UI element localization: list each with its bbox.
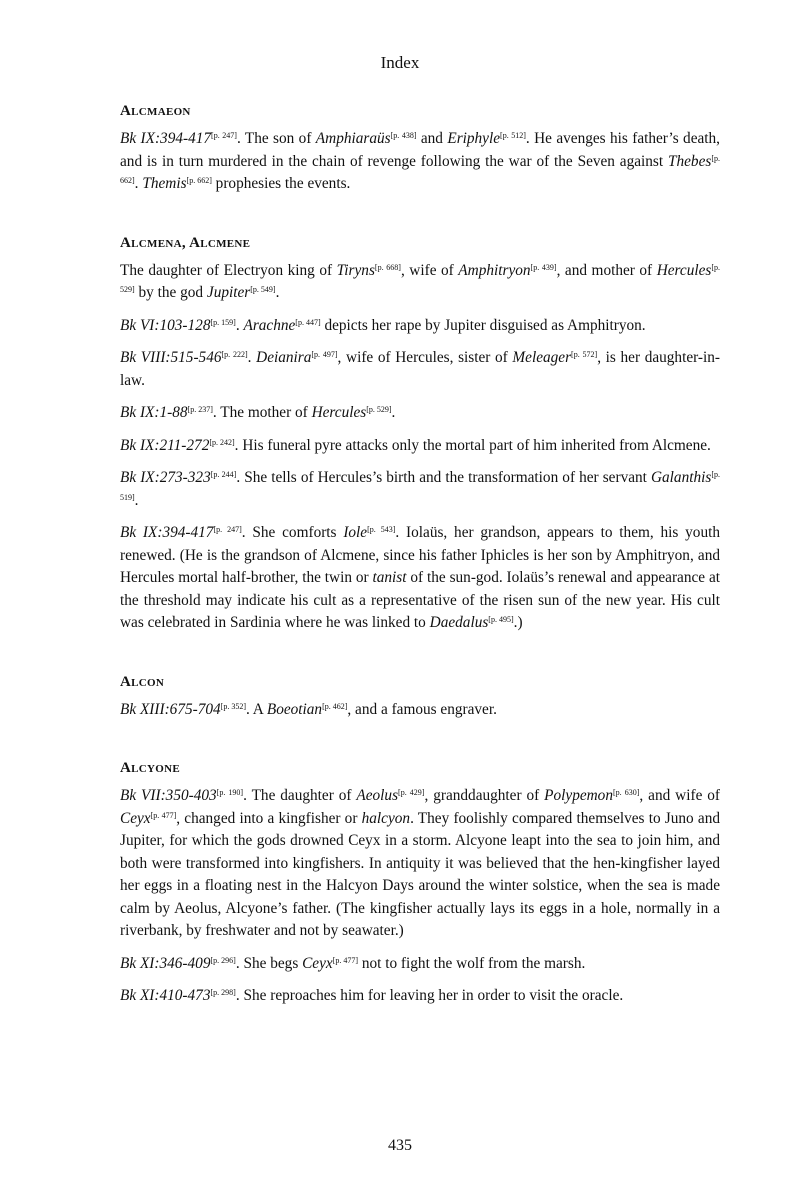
page-reference[interactable]: [p. 352] [220, 701, 246, 711]
page-reference[interactable]: [p. 529] [120, 262, 721, 294]
index-entry [120, 671, 720, 722]
body-text: , wife of Hercules, sister of [337, 349, 513, 366]
italic-term: Boeotian [266, 700, 323, 718]
entry-paragraph [120, 953, 720, 976]
page-reference[interactable]: [p. 549] [250, 285, 276, 294]
body-text: . [247, 349, 257, 366]
body-text: . The son of [236, 130, 316, 147]
body-text: . [134, 491, 139, 509]
page-reference[interactable]: [p. 572] [571, 350, 598, 359]
italic-term: Tiryns [336, 261, 375, 279]
italic-term: Meleager [512, 349, 572, 366]
body-text: , changed into a kingfisher or [176, 809, 362, 827]
body-text: not to fight the wolf from the marsh. [358, 954, 586, 972]
body-text: and [416, 130, 448, 147]
page-reference[interactable]: [p. 543] [367, 525, 396, 534]
italic-term: Hercules [656, 261, 712, 279]
page-reference[interactable]: [p. 462] [322, 701, 348, 711]
page-reference[interactable]: [p. 244] [210, 470, 237, 479]
page-reference[interactable]: [p. 237] [187, 405, 213, 414]
page-reference[interactable]: [p. 477] [150, 810, 177, 820]
italic-term: Thebes [667, 152, 712, 170]
italic-term: Bk XI:410-473 [120, 987, 211, 1004]
entry-paragraph [120, 260, 720, 305]
body-text: depicts her rape by Jupiter disguised as Amphitryon. [320, 316, 646, 334]
italic-term: Bk XI:346-409 [120, 954, 211, 972]
italic-term: Bk VIII:515-546 [120, 349, 222, 366]
body-text: , granddaughter of [424, 787, 545, 804]
index-content [120, 100, 720, 1044]
body-text: prophesies the events. [211, 175, 351, 192]
entry-paragraph [120, 435, 720, 458]
page-reference[interactable]: [p. 519] [120, 470, 720, 502]
italic-term: Bk IX:394-417 [120, 524, 214, 541]
entry-heading: Alcon [120, 673, 165, 690]
body-text: . She tells of Hercules’s birth and the transformation of her servant [236, 469, 651, 486]
italic-term: Ceyx [302, 954, 333, 972]
body-text: by the god [134, 284, 207, 301]
entry-paragraph [120, 985, 720, 1008]
italic-term: Hercules [311, 404, 367, 421]
italic-term: Aeolus [356, 787, 399, 804]
italic-term: Bk VII:350-403 [120, 787, 217, 804]
italic-term: Bk IX:211-272 [120, 436, 210, 454]
body-text: . His funeral pyre attacks only the mortal part of him inherited from Alcmene. [234, 436, 711, 454]
body-text: . The daughter of [243, 787, 357, 804]
page-number: 435 [388, 1137, 412, 1154]
page-reference[interactable]: [p. 298] [210, 988, 236, 997]
body-text: , and a famous engraver. [347, 700, 497, 718]
body-text: , and mother of [556, 261, 657, 279]
entry-paragraph [120, 315, 720, 338]
entry-heading: Alcmena, Alcmene [120, 234, 251, 251]
italic-term: Ceyx [120, 809, 151, 827]
entry-heading: Alcmaeon [120, 103, 191, 119]
italic-term: halcyon [361, 809, 411, 827]
page-reference[interactable]: [p. 159] [210, 317, 236, 327]
page-reference[interactable]: [p. 429] [398, 788, 425, 797]
page-reference[interactable]: [p. 497] [311, 350, 338, 359]
running-head: Index [380, 53, 420, 72]
italic-term: Bk XIII:675-704 [120, 700, 221, 718]
italic-term: tanist [372, 569, 407, 586]
page-reference[interactable]: [p. 662] [120, 153, 720, 185]
italic-term: Arachne [243, 316, 296, 334]
italic-term: Polypemon [544, 787, 613, 804]
page-reference[interactable]: [p. 662] [186, 176, 212, 185]
italic-term: Eriphyle [447, 130, 501, 147]
italic-term: Jupiter [206, 284, 251, 301]
italic-term: Deianira [256, 349, 312, 366]
body-text: of the sun-god. Iolaüs’s renewal and appearance at the threshold may indicate his cult as a representative of the risen sun of the new year. His cult was celebrated in Sardinia where he was linked to [120, 569, 720, 631]
page-reference[interactable]: [p. 529] [366, 405, 392, 414]
body-text: . [391, 404, 396, 421]
index-entry [120, 757, 720, 1008]
body-text: . She comforts [241, 524, 344, 541]
page-reference[interactable]: [p. 296] [210, 955, 236, 965]
italic-term: Themis [142, 175, 187, 192]
entry-paragraph [120, 347, 720, 392]
index-entry [120, 232, 720, 635]
body-text: . [235, 316, 244, 334]
page-reference[interactable]: [p. 668] [374, 262, 401, 272]
italic-term: Bk IX:1-88 [120, 404, 188, 421]
body-text: , and wife of [639, 787, 721, 804]
body-text: . [275, 284, 280, 301]
index-entry [120, 100, 720, 196]
italic-term: Bk IX:273-323 [120, 469, 211, 486]
entry-heading: Alcyone [120, 760, 180, 776]
page-reference[interactable]: [p. 222] [221, 350, 248, 359]
page-reference[interactable]: [p. 438] [390, 131, 417, 140]
page-reference[interactable]: [p. 630] [612, 788, 640, 797]
italic-term: Amphiaraüs [315, 130, 391, 147]
italic-term: Daedalus [429, 614, 489, 631]
italic-term: Galanthis [650, 469, 712, 486]
body-text: . She begs [235, 954, 303, 972]
page-reference[interactable]: [p. 495] [488, 615, 514, 624]
body-text: . They foolishly compared themselves to Juno and Jupiter, for which the gods drowned Ceyx in a storm. Alcyone leapt into the sea to join him, and both were transformed into kingfishers. In antiquity it was believed that the hen-kingfisher layed her eggs in a floating nest in the Halcyon Days around the winter solstice, when the sea is made calm by Aeolus, Alcyone’s father. (The kingfisher actually lays its eggs in a hole, normally in a riverbank, by freshwater and not by seawater.) [120, 809, 720, 939]
page-reference[interactable]: [p. 247] [213, 525, 242, 534]
page-reference[interactable]: [p. 247] [211, 131, 237, 140]
entry-paragraph [120, 699, 720, 722]
page-reference[interactable]: [p. 477] [332, 955, 359, 965]
body-text: .) [513, 614, 523, 631]
page-reference[interactable]: [p. 447] [295, 317, 321, 327]
body-text: . He avenges his father’s death, and is in turn murdered in the chain of revenge following the war of the Seven against [120, 130, 720, 170]
italic-term: Iole [343, 524, 368, 541]
body-text: . Iolaüs, her grandson, appears to them, his youth renewed. (He is the grandson of Alcmene, since his father Iphicles is her son by Amphitryon, and Hercules mortal half-brother, the twin or [120, 524, 721, 586]
entry-paragraph [120, 128, 720, 196]
entry-paragraph [120, 522, 720, 635]
page-reference[interactable]: [p. 512] [500, 131, 526, 140]
italic-term: Amphitryon [458, 261, 531, 279]
body-text: . A [246, 700, 267, 718]
body-text: The daughter of Electryon king of [120, 261, 337, 279]
body-text: , wife of [400, 261, 459, 279]
body-text: , is her daughter-in-law. [120, 349, 720, 389]
italic-term: Bk VI:103-128 [120, 316, 211, 334]
body-text: . The mother of [212, 404, 312, 421]
body-text: . [134, 175, 143, 192]
page-reference[interactable]: [p. 190] [216, 788, 244, 797]
entry-paragraph [120, 785, 720, 943]
page-reference[interactable]: [p. 242] [209, 437, 235, 447]
body-text: . She reproaches him for leaving her in order to visit the oracle. [235, 987, 624, 1004]
entry-paragraph [120, 467, 720, 512]
italic-term: Bk IX:394-417 [120, 130, 212, 147]
entry-paragraph [120, 402, 720, 425]
page-reference[interactable]: [p. 439] [530, 262, 557, 272]
